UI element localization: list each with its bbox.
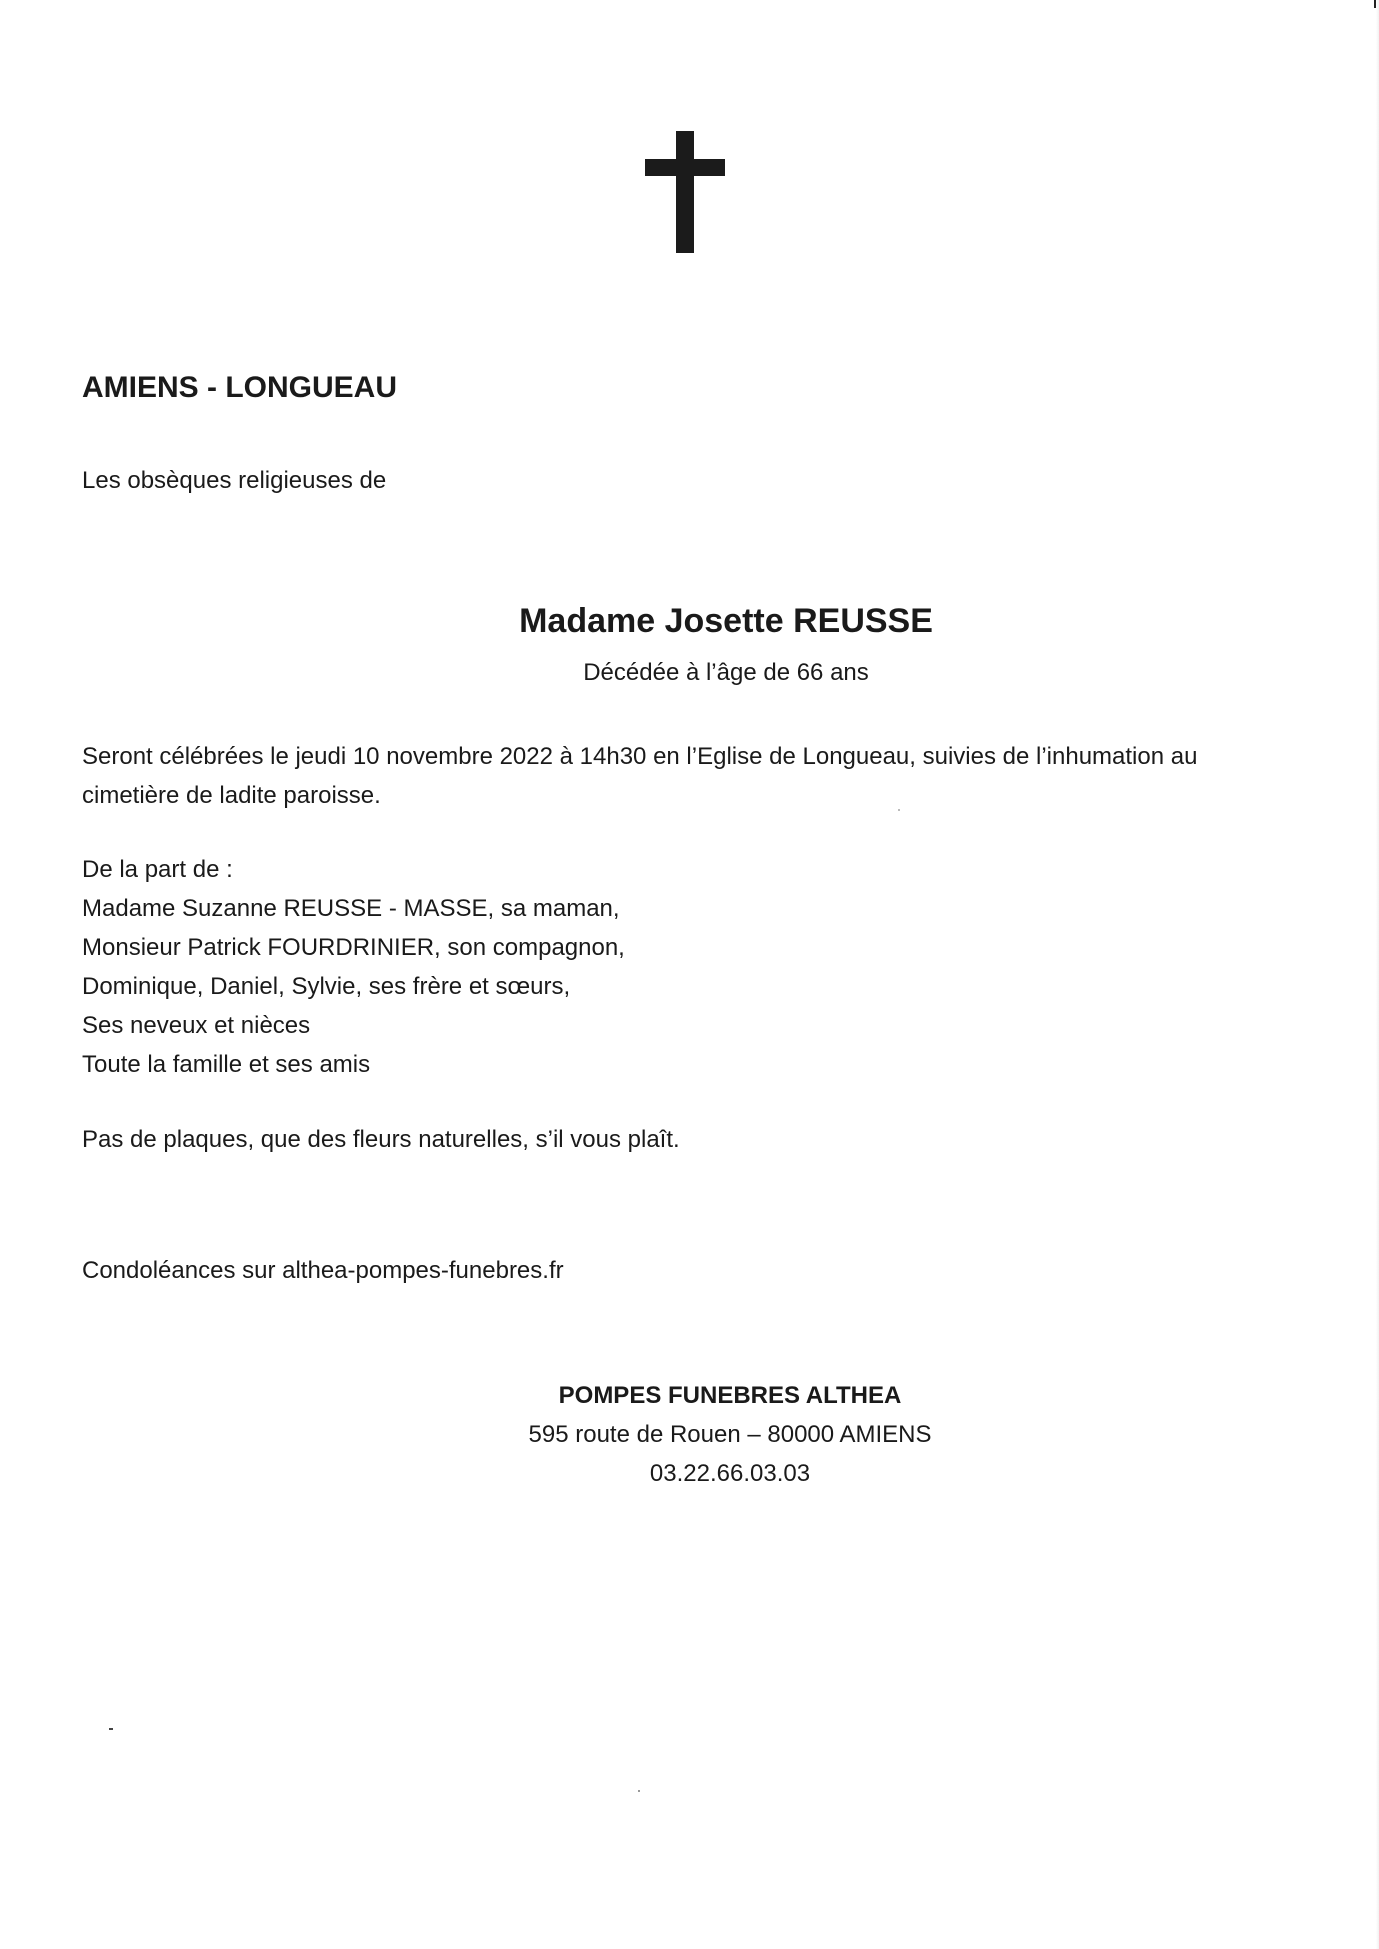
family-line: Dominique, Daniel, Sylvie, ses frère et sœurs, (82, 973, 571, 1000)
funeral-home-phone: 03.22.66.03.03 (649, 1460, 811, 1487)
condolences-line: Condoléances sur althea-pompes-funebres.fr (82, 1257, 564, 1284)
funeral-home-block (0, 1376, 1379, 1493)
cross-vertical-bar (676, 131, 694, 253)
flowers-note: Pas de plaques, que des fleurs naturelles, s’il vous plaît. (82, 1126, 680, 1153)
scan-speck (1374, 0, 1376, 8)
family-list (82, 850, 625, 1084)
ceremony-line: Seront célébrées le jeudi 10 novembre 2022 à 14h30 en l’Eglise de Longueau, suivies de l’inhumation au (82, 743, 1198, 770)
cross-horizontal-bar (645, 159, 725, 176)
funeral-home-address: 595 route de Rouen – 80000 AMIENS (528, 1421, 932, 1448)
family-line: Toute la famille et ses amis (82, 1051, 371, 1078)
family-line: Ses neveux et nièces (82, 1012, 311, 1039)
deceased-name: Madame Josette REUSSE (519, 602, 933, 640)
location-heading: AMIENS - LONGUEAU (82, 371, 397, 404)
funeral-home-name: POMPES FUNEBRES ALTHEA (558, 1382, 902, 1409)
ceremony-paragraph (82, 737, 1312, 815)
family-line: Monsieur Patrick FOURDRINIER, son compagnon, (82, 934, 625, 961)
age-line: Décédée à l’âge de 66 ans (583, 659, 869, 686)
scan-speck (109, 1728, 113, 1730)
family-line: Madame Suzanne REUSSE - MASSE, sa maman, (82, 895, 620, 922)
family-line-header: De la part de : (82, 856, 233, 883)
ceremony-line: cimetière de ladite paroisse. (82, 782, 381, 809)
scan-speck (898, 809, 900, 811)
intro-text: Les obsèques religieuses de (82, 467, 387, 494)
cross-icon (645, 131, 725, 253)
scan-speck (638, 1790, 640, 1792)
